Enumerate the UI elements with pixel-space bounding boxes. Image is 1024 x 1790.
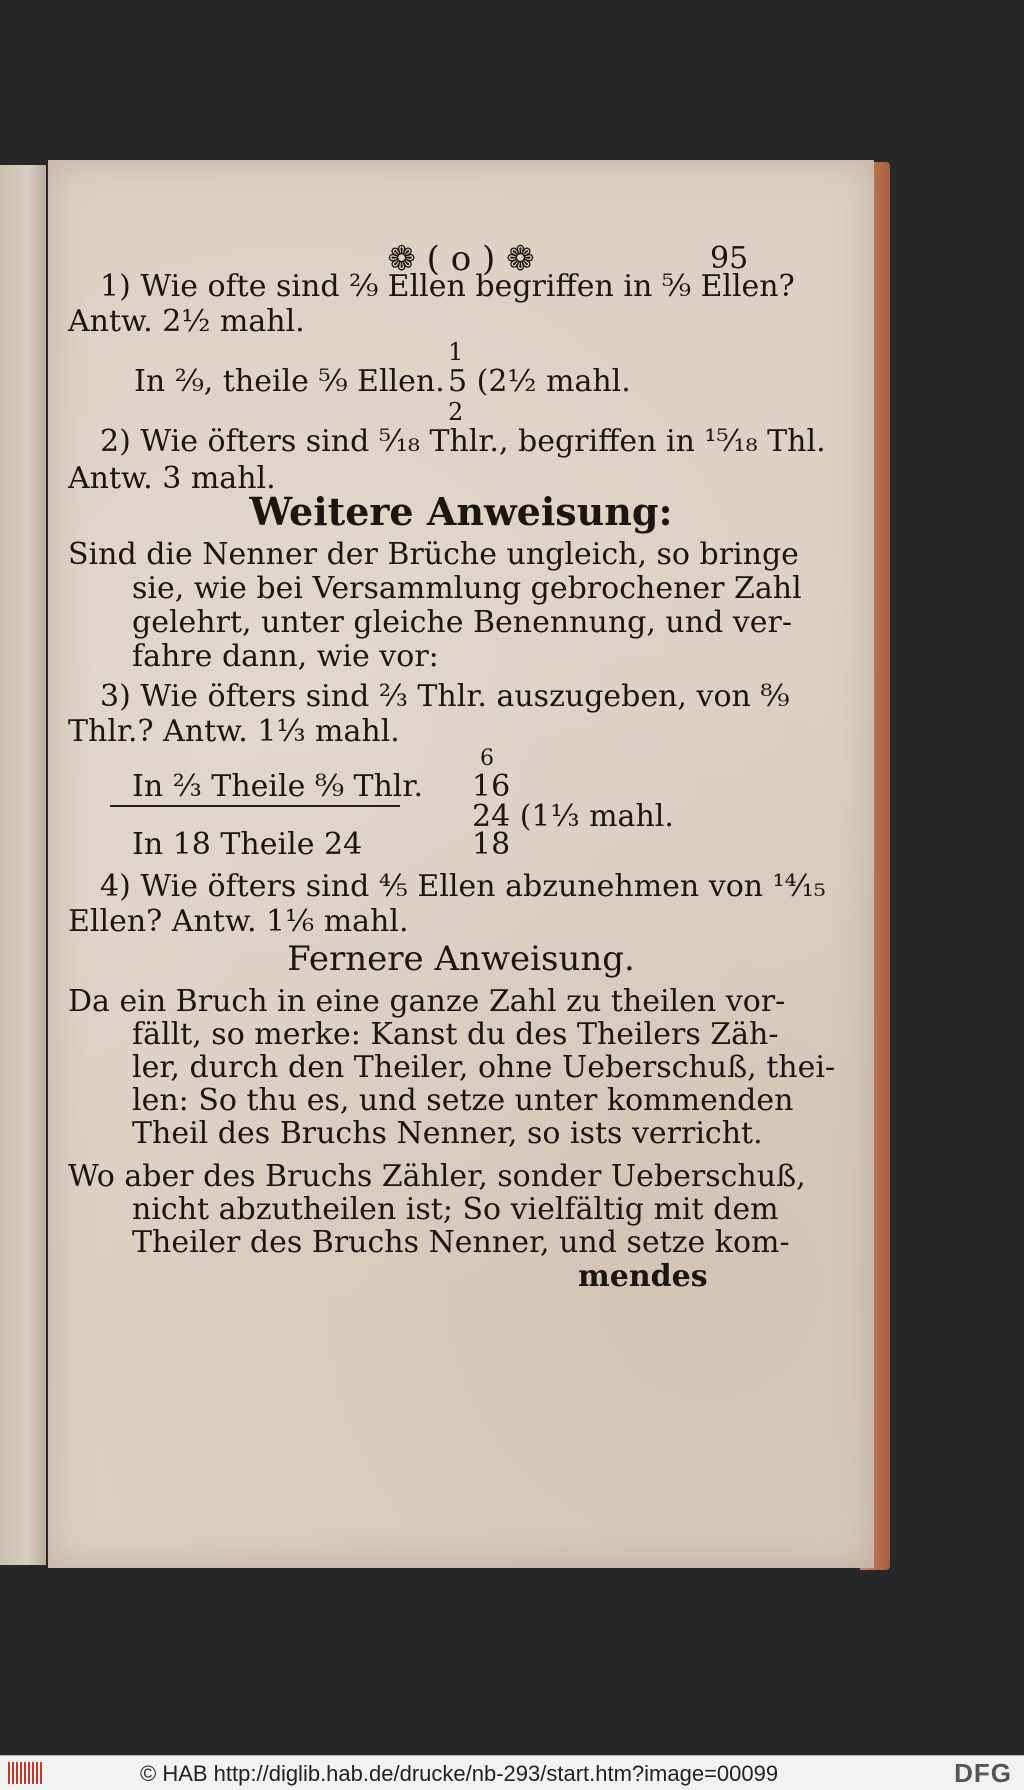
text-line: Sind die Nenner der Brüche ungleich, so bringe <box>68 537 799 572</box>
text-line: sie, wie bei Versammlung gebrochener Zahl <box>132 571 802 606</box>
footer-bar <box>0 1755 1024 1790</box>
text-line: nicht abzutheilen ist; So vielfältig mit dem <box>132 1192 779 1227</box>
dfg-logo: DFG <box>954 1758 1012 1788</box>
text-line: Wo aber des Bruchs Zähler, sonder Ueberschuß, <box>68 1159 806 1194</box>
text-line: Antw. 3 mahl. <box>68 461 276 496</box>
page-header-ornament: ❁ ( o ) ❁ <box>387 239 535 279</box>
heading-weitere-anweisung: Weitere Anweisung: <box>249 489 673 534</box>
text-line: Da ein Bruch in eine ganze Zahl zu theilen vor- <box>68 984 786 1019</box>
catchword: mendes <box>578 1259 708 1294</box>
text-line: In ²⁄₃ Theile ⁸⁄₉ Thlr. <box>132 769 423 804</box>
text-line: len: So thu es, und setze unter kommenden <box>132 1083 794 1118</box>
text-line: gelehrt, unter gleiche Benennung, und ver- <box>132 605 792 640</box>
page-number: 95 <box>710 241 749 276</box>
calc1-mid: 5 (2½ mahl. <box>448 364 631 399</box>
calc2-top: 6 <box>480 746 494 771</box>
text-line: ler, durch den Theiler, ohne Ueberschuß, thei- <box>132 1050 836 1085</box>
text-line: fahre dann, wie vor: <box>132 639 439 674</box>
barcode-icon <box>8 1762 44 1784</box>
text-line: 2) Wie öfters sind ⁵⁄₁₈ Thlr., begriffen in ¹⁵⁄₁₈ Thl. <box>100 424 826 459</box>
text-line: Theiler des Bruchs Nenner, und setze kom- <box>132 1225 790 1260</box>
book-page <box>48 160 874 1568</box>
text-line: In ²⁄₉, theile ⁵⁄₉ Ellen. <box>134 364 445 399</box>
heading-fernere-anweisung: Fernere Anweisung. <box>287 939 635 979</box>
calc2-rule <box>110 805 400 807</box>
text-line: Antw. 2½ mahl. <box>68 304 305 339</box>
text-line: Ellen? Antw. 1⅙ mahl. <box>68 904 409 939</box>
calc1-bottom: 2 <box>448 398 464 426</box>
text-line: fällt, so merke: Kanst du des Theilers Zäh- <box>132 1017 779 1052</box>
previous-page-edge <box>0 165 46 1565</box>
footer-copyright-link[interactable]: © HAB http://diglib.hab.de/drucke/nb-293/start.htm?image=00099 <box>140 1761 779 1786</box>
text-line: Theil des Bruchs Nenner, so ists verricht. <box>132 1116 763 1151</box>
text-line: Thlr.? Antw. 1⅓ mahl. <box>68 714 400 749</box>
calc1-top: 1 <box>448 338 464 366</box>
text-line: In 18 Theile 24 <box>132 827 363 862</box>
text-line: 1) Wie ofte sind ²⁄₉ Ellen begriffen in ⁵⁄₉ Ellen? <box>100 269 795 304</box>
text-line: 3) Wie öfters sind ²⁄₃ Thlr. auszugeben, von ⁸⁄₉ <box>100 679 790 714</box>
text-line: 4) Wie öfters sind ⁴⁄₅ Ellen abzunehmen von ¹⁴⁄₁₅ <box>100 869 826 904</box>
calc2-line3: 18 <box>472 827 511 862</box>
calc2-line2: 24 (1⅓ mahl. <box>472 799 674 834</box>
calc2-line1: 16 <box>472 769 511 804</box>
